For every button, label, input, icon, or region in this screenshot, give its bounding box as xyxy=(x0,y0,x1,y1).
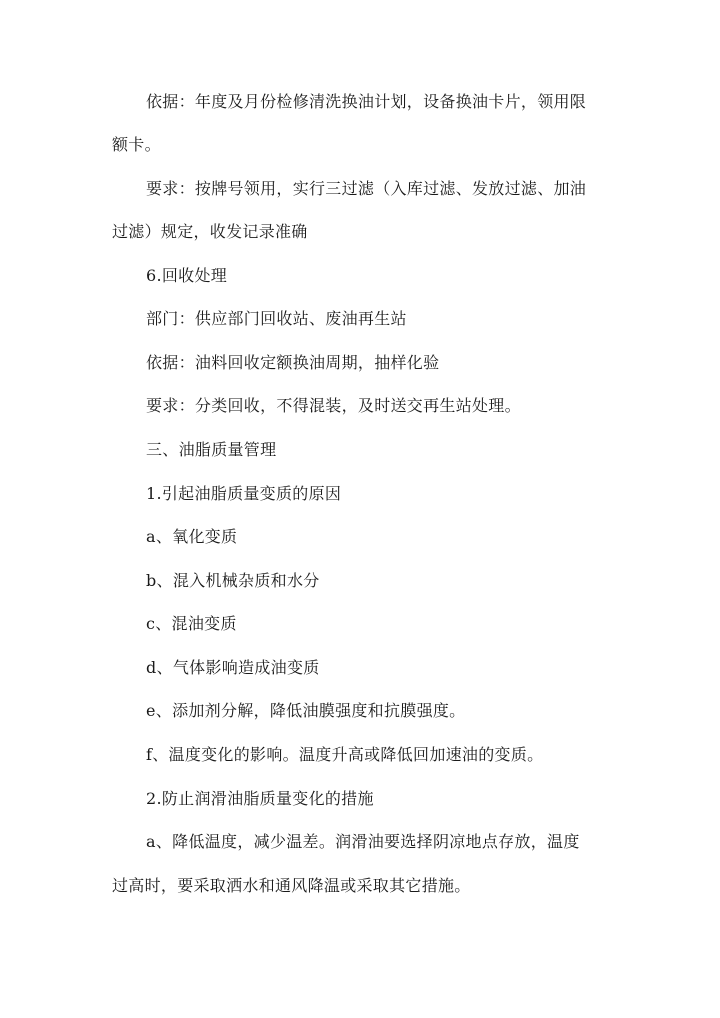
measure-item-a-line-1: a、降低温度，减少温差。润滑油要选择阴凉地点存放，温度 xyxy=(146,832,580,851)
subheading-measures: 2.防止润滑油脂质量变化的措施 xyxy=(146,789,374,808)
cause-item-c: c、混油变质 xyxy=(146,614,237,633)
cause-item-d: d、气体影响造成油变质 xyxy=(146,658,320,677)
cause-item-f: f、温度变化的影响。温度升高或降低回加速油的变质。 xyxy=(146,745,544,764)
paragraph-basis-line-1: 依据：年度及月份检修清洗换油计划，设备换油卡片，领用限 xyxy=(146,92,587,111)
cause-item-b: b、混入机械杂质和水分 xyxy=(146,571,320,590)
paragraph-requirement-line-2: 过滤）规定，收发记录准确 xyxy=(112,222,308,241)
subheading-causes: 1.引起油脂质量变质的原因 xyxy=(146,484,342,503)
chapter-heading-quality: 三、油脂质量管理 xyxy=(146,440,277,459)
cause-item-a: a、氧化变质 xyxy=(146,527,238,546)
recycling-requirement: 要求：分类回收，不得混装，及时送交再生站处理。 xyxy=(146,396,521,415)
recycling-department: 部门：供应部门回收站、废油再生站 xyxy=(146,309,407,328)
recycling-basis: 依据：油料回收定额换油周期，抽样化验 xyxy=(146,353,440,372)
paragraph-basis-line-2: 额卡。 xyxy=(112,135,161,154)
section-heading-recycling: 6.回收处理 xyxy=(146,266,228,285)
cause-item-e: e、添加剂分解，降低油膜强度和抗膜强度。 xyxy=(146,701,466,720)
measure-item-a-line-2: 过高时，要采取洒水和通风降温或采取其它措施。 xyxy=(112,876,471,895)
paragraph-requirement-line-1: 要求：按牌号领用，实行三过滤（入库过滤、发放过滤、加油 xyxy=(146,179,587,198)
